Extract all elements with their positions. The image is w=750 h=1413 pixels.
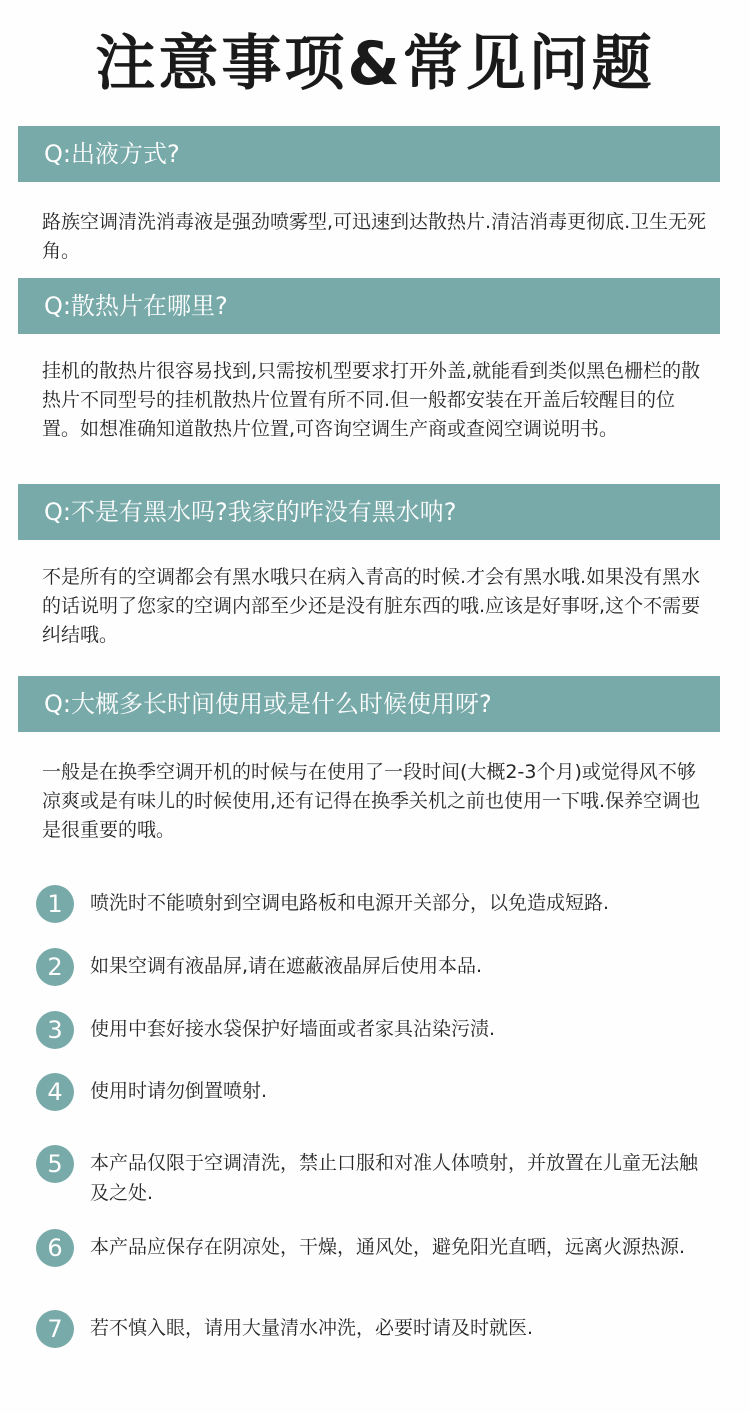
number-circle-icon: 7 <box>36 1310 74 1348</box>
note-text: 使用中套好接水袋保护好墙面或者家具沾染污渍. <box>90 1018 496 1040</box>
note-text: 若不慎入眼，请用大量清水冲洗，必要时请及时就医. <box>90 1317 534 1339</box>
answer-1: 路族空调清洗消毒液是强劲喷雾型,可迅速到达散热片.清洁消毒更彻底.卫生无死角。 <box>42 211 707 262</box>
number-circle-icon: 5 <box>36 1145 74 1183</box>
note-text: 喷洗时不能喷射到空调电路板和电源开关部分，以免造成短路. <box>90 892 610 914</box>
question-bar-3: Q:不是有黑水吗?我家的咋没有黑水呐? <box>18 484 720 540</box>
number-circle-icon: 3 <box>36 1011 74 1049</box>
number-circle-icon: 6 <box>36 1229 74 1267</box>
answer-2: 挂机的散热片很容易找到,只需按机型要求打开外盖,就能看到类似黑色栅栏的散热片不同型号的挂机散热片位置有所不同.但一般都安装在开盖后较醒目的位置。如想准确知道散热片位置,可咨询空调生产商或查阅空调说明书。 <box>42 360 701 440</box>
page-title: 注意事项&常见问题 <box>95 29 655 99</box>
number-circle-icon: 2 <box>36 948 74 986</box>
question-bar-2: Q:散热片在哪里? <box>18 278 720 334</box>
question-bar-4: Q:大概多长时间使用或是什么时候使用呀? <box>18 676 720 732</box>
answer-3: 不是所有的空调都会有黑水哦只在病入青高的时候.才会有黑水哦.如果没有黑水的话说明了您家的空调内部至少还是没有脏东西的哦.应该是好事呀,这个不需要纠结哦。 <box>42 566 701 646</box>
number-circle-icon: 1 <box>36 885 74 923</box>
question-bar-1: Q:出液方式? <box>18 126 720 182</box>
note-text: 使用时请勿倒置喷射. <box>90 1080 268 1102</box>
note-text: 本产品应保存在阴凉处，干燥，通风处，避免阳光直晒，远离火源热源. <box>90 1236 686 1258</box>
note-text: 本产品仅限于空调清洗，禁止口服和对准人体喷射，并放置在儿童无法触及之处. <box>90 1152 699 1204</box>
note-text: 如果空调有液晶屏,请在遮蔽液晶屏后使用本品. <box>90 955 483 977</box>
number-circle-icon: 4 <box>36 1073 74 1111</box>
answer-4: 一般是在换季空调开机的时候与在使用了一段时间(大概2-3个月)或觉得风不够凉爽或是有味儿的时候使用,还有记得在换季关机之前也使用一下哦.保养空调也是很重要的哦。 <box>42 761 701 841</box>
